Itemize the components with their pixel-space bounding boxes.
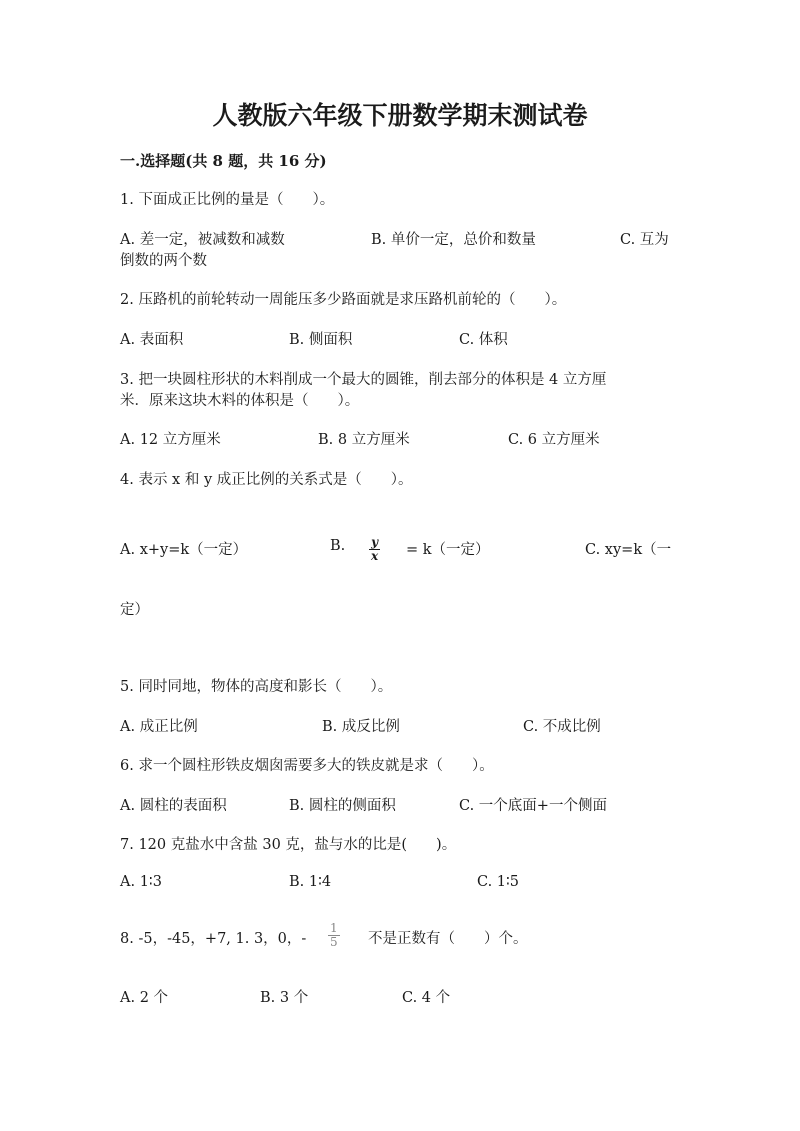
question-1-option-c-continued: 倒数的两个数 (120, 253, 207, 269)
question-7-stem: 7. 120 克盐水中含盐 30 克，盐与水的比是( )。 (120, 837, 457, 853)
question-6-option-a: A. 圆柱的表面积 (120, 798, 227, 814)
section-heading: 一.选择题(共 8 题，共 16 分) (120, 152, 327, 170)
question-1-stem: 1. 下面成正比例的量是（ ）。 (120, 192, 335, 208)
fraction-denominator: 5 (330, 935, 338, 949)
question-8-option-c: C. 4 个 (402, 990, 451, 1006)
question-4-stem: 4. 表示 x 和 y 成正比例的关系式是（ ）。 (120, 472, 413, 488)
question-8-fraction (328, 922, 340, 949)
question-1-option-b: B. 单价一定，总价和数量 (371, 232, 536, 248)
question-7-option-c: C. 1∶5 (477, 874, 520, 890)
question-8-stem-start: 8. -5，-45，+7, 1. 3，0，- (120, 931, 307, 947)
question-3-stem-line2: 米．原来这块木料的体积是（ ）。 (120, 393, 360, 409)
question-1-option-a: A. 差一定，被减数和减数 (120, 232, 285, 248)
question-8-option-b: B. 3 个 (260, 990, 309, 1006)
question-2-stem: 2. 压路机的前轮转动一周能压多少路面就是求压路机前轮的（ ）。 (120, 292, 567, 308)
question-4-option-b-label: B. (330, 538, 346, 554)
question-5-stem: 5. 同时同地，物体的高度和影长（ ）。 (120, 679, 393, 695)
question-8-stem-end: 不是正数有（ ）个。 (368, 931, 528, 947)
question-2-option-c: C. 体积 (459, 332, 508, 348)
question-6-option-c: C. 一个底面+一个侧面 (459, 798, 607, 814)
question-3-option-b: B. 8 立方厘米 (318, 432, 410, 448)
question-3-option-a: A. 12 立方厘米 (120, 432, 221, 448)
question-3-stem-line1: 3. 把一块圆柱形状的木料削成一个最大的圆锥，削去部分的体积是 4 立方厘 (120, 372, 607, 388)
question-6-stem: 6. 求一个圆柱形铁皮烟囱需要多大的铁皮就是求（ ）。 (120, 758, 494, 774)
question-3-option-c: C. 6 立方厘米 (508, 432, 600, 448)
fraction-denominator: x (371, 549, 379, 563)
question-7-option-a: A. 1∶3 (120, 874, 162, 890)
fraction-numerator: y (369, 536, 380, 550)
question-8-option-a: A. 2 个 (120, 990, 169, 1006)
question-2-option-a: A. 表面积 (120, 332, 184, 348)
question-4-option-c: C. xy=k（一 (585, 542, 672, 558)
question-5-option-b: B. 成反比例 (322, 719, 400, 735)
question-7-option-b: B. 1∶4 (289, 874, 332, 890)
question-2-option-b: B. 侧面积 (289, 332, 353, 348)
question-4-option-b-fraction (369, 536, 380, 563)
fraction-numerator: 1 (330, 921, 338, 935)
question-1-option-c: C. 互为 (620, 232, 669, 248)
page-title: 人教版六年级下册数学期末测试卷 (212, 101, 588, 130)
question-6-option-b: B. 圆柱的侧面积 (289, 798, 396, 814)
question-4-option-c-continued: 定） (120, 602, 149, 618)
question-5-option-c: C. 不成比例 (523, 719, 601, 735)
question-5-option-a: A. 成正比例 (120, 719, 198, 735)
question-4-option-b-equation: = k（一定） (406, 542, 490, 558)
question-4-option-a: A. x+y=k（一定） (120, 542, 248, 558)
